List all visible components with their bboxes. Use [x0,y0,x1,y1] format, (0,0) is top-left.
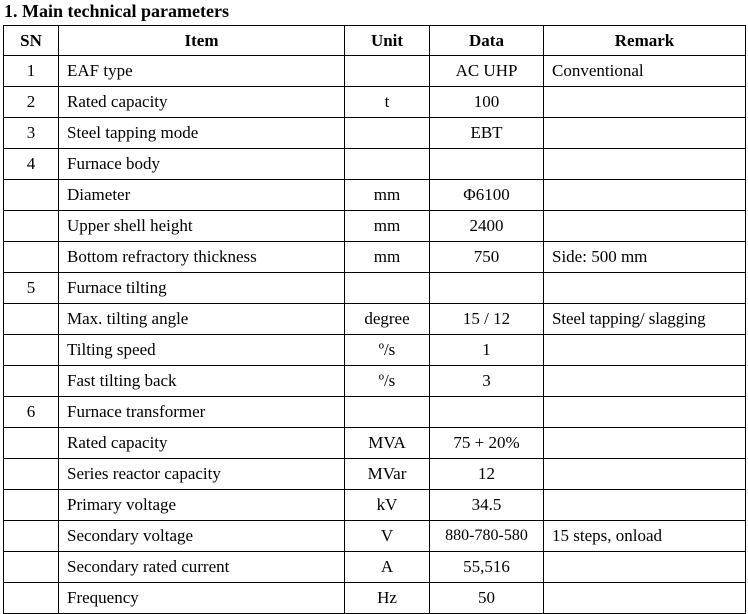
cell-remark [544,211,746,242]
table-row [4,304,746,335]
cell-remark: 15 steps, onload [544,521,746,552]
cell-data: 750 [430,242,544,273]
cell-unit: º/s [345,366,430,397]
cell-unit [345,273,430,304]
cell-unit: V [345,521,430,552]
cell-item: Primary voltage [59,490,345,521]
cell-remark [544,552,746,583]
cell-data: Φ6100 [430,180,544,211]
cell-item: Series reactor capacity [59,459,345,490]
table-row [4,490,746,521]
cell-sn: 1 [4,56,59,87]
header-item: Item [59,26,345,56]
table-row [4,273,746,304]
table-row [4,428,746,459]
table-row [4,459,746,490]
cell-sn: 5 [4,273,59,304]
cell-sn [4,521,59,552]
cell-unit: MVA [345,428,430,459]
cell-sn [4,180,59,211]
cell-remark: Steel tapping/ slagging [544,304,746,335]
header-data: Data [430,26,544,56]
cell-data [430,149,544,180]
cell-remark [544,335,746,366]
cell-item: Upper shell height [59,211,345,242]
table-row [4,552,746,583]
cell-item: Rated capacity [59,87,345,118]
cell-unit: Hz [345,583,430,614]
cell-data: 100 [430,87,544,118]
cell-sn [4,335,59,366]
cell-sn [4,490,59,521]
cell-remark: Side: 500 mm [544,242,746,273]
cell-remark [544,583,746,614]
cell-sn: 3 [4,118,59,149]
cell-data: 2400 [430,211,544,242]
cell-data: 15 / 12 [430,304,544,335]
table-row [4,242,746,273]
cell-item: Secondary voltage [59,521,345,552]
cell-unit [345,56,430,87]
table-row [4,180,746,211]
technical-parameters-table [3,25,746,614]
cell-remark [544,428,746,459]
cell-unit: mm [345,211,430,242]
cell-data: 55,516 [430,552,544,583]
table-row [4,118,746,149]
cell-remark [544,366,746,397]
table-row [4,149,746,180]
cell-item: Max. tilting angle [59,304,345,335]
table-header-row [4,26,746,56]
cell-sn [4,211,59,242]
table-row [4,87,746,118]
table-row [4,366,746,397]
cell-item: Bottom refractory thickness [59,242,345,273]
cell-remark [544,87,746,118]
cell-data: 75 + 20% [430,428,544,459]
cell-data [430,397,544,428]
header-sn: SN [4,26,59,56]
cell-item: Secondary rated current [59,552,345,583]
cell-unit: t [345,87,430,118]
header-remark: Remark [544,26,746,56]
cell-data: 1 [430,335,544,366]
cell-unit [345,118,430,149]
cell-sn: 2 [4,87,59,118]
section-title: 1. Main technical parameters [4,1,229,21]
cell-item: EAF type [59,56,345,87]
cell-remark [544,459,746,490]
cell-data: 50 [430,583,544,614]
cell-sn [4,459,59,490]
table-row [4,56,746,87]
cell-item: Furnace tilting [59,273,345,304]
cell-unit: degree [345,304,430,335]
table-row [4,211,746,242]
cell-unit: MVar [345,459,430,490]
cell-remark [544,490,746,521]
cell-data: 12 [430,459,544,490]
cell-unit [345,149,430,180]
cell-data: EBT [430,118,544,149]
cell-sn: 4 [4,149,59,180]
cell-sn: 6 [4,397,59,428]
cell-item: Furnace body [59,149,345,180]
cell-item: Fast tilting back [59,366,345,397]
cell-unit: º/s [345,335,430,366]
cell-unit: mm [345,242,430,273]
cell-remark [544,118,746,149]
cell-sn [4,304,59,335]
table-row [4,397,746,428]
cell-data: AC UHP [430,56,544,87]
cell-remark [544,273,746,304]
cell-item: Frequency [59,583,345,614]
cell-item: Tilting speed [59,335,345,366]
table-row [4,583,746,614]
cell-sn [4,428,59,459]
cell-remark: Conventional [544,56,746,87]
cell-unit: A [345,552,430,583]
cell-item: Steel tapping mode [59,118,345,149]
cell-unit: mm [345,180,430,211]
table-row [4,335,746,366]
cell-unit: kV [345,490,430,521]
table-row [4,521,746,552]
cell-sn [4,552,59,583]
cell-sn [4,366,59,397]
cell-remark [544,397,746,428]
cell-item: Furnace transformer [59,397,345,428]
cell-data [430,273,544,304]
cell-data: 34.5 [430,490,544,521]
cell-remark [544,180,746,211]
cell-sn [4,242,59,273]
cell-item: Rated capacity [59,428,345,459]
cell-remark [544,149,746,180]
cell-sn [4,583,59,614]
cell-unit [345,397,430,428]
header-unit: Unit [345,26,430,56]
cell-data: 880-780-580 [430,521,544,552]
cell-data: 3 [430,366,544,397]
cell-item: Diameter [59,180,345,211]
